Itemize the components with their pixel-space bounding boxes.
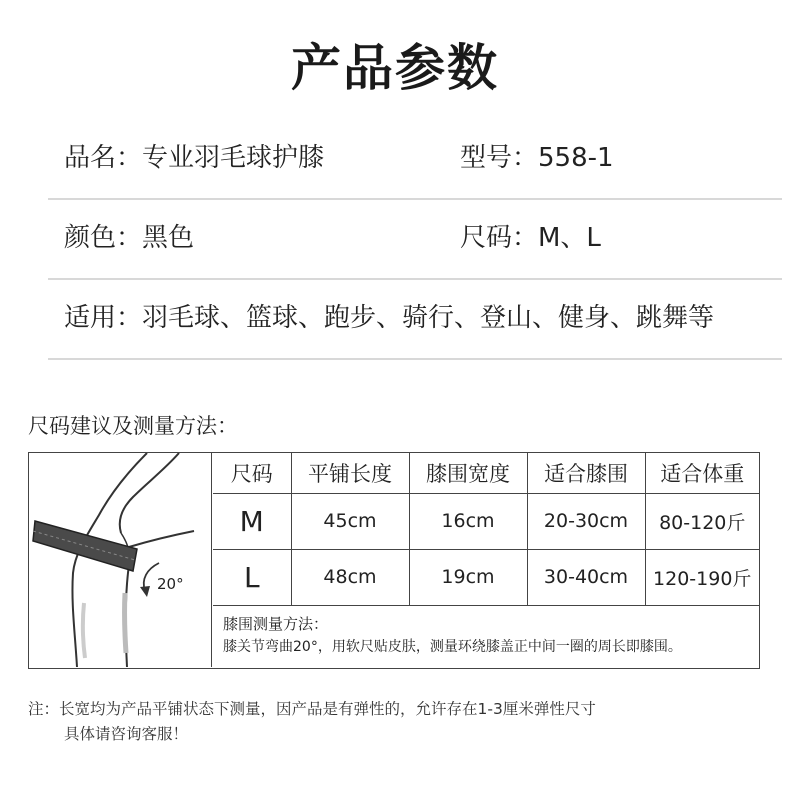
row-l-length: 48cm xyxy=(291,549,409,605)
note-line-1: 注：长宽均为产品平铺状态下测量，因产品是有弹性的，允许存在1-3厘米弹性尺寸 xyxy=(28,700,596,718)
row-l-width: 19cm xyxy=(409,549,527,605)
row-m-width: 16cm xyxy=(409,493,527,549)
angle-label: 20° xyxy=(157,575,184,593)
knee-illustration-icon xyxy=(29,453,212,667)
product-usage: 适用：羽毛球、篮球、跑步、骑行、登山、健身、跳舞等 xyxy=(64,303,715,333)
row-m-weight: 80-120斤 xyxy=(645,493,759,549)
row-l-size: L xyxy=(213,549,291,605)
header-knee-width: 膝围宽度 xyxy=(409,453,527,493)
table-row xyxy=(213,549,759,605)
knee-measure-illustration xyxy=(29,453,212,667)
product-color: 颜色：黑色 xyxy=(64,223,195,253)
size-chart-box xyxy=(28,452,760,669)
product-name: 品名：专业羽毛球护膝 xyxy=(64,143,325,173)
row-m-length: 45cm xyxy=(291,493,409,549)
row-l-knee: 30-40cm xyxy=(527,549,645,605)
table-row xyxy=(213,493,759,549)
header-flat-length: 平铺长度 xyxy=(291,453,409,493)
row-m-knee: 20-30cm xyxy=(527,493,645,549)
size-section-heading: 尺码建议及测量方法： xyxy=(28,414,238,438)
param-row-3 xyxy=(48,280,782,360)
measure-method-text: 膝关节弯曲20°，用软尺贴皮肤，测量环绕膝盖正中间一圈的周长即膝围。 xyxy=(223,639,682,655)
product-size: 尺码：M、L xyxy=(460,223,601,253)
note-line-2: 具体请咨询客服！ xyxy=(64,725,189,743)
param-row-2 xyxy=(48,200,782,280)
header-size: 尺码 xyxy=(213,453,291,493)
measure-method-title: 膝围测量方法： xyxy=(223,615,329,633)
size-table-header xyxy=(213,453,759,493)
header-fit-weight: 适合体重 xyxy=(645,453,759,493)
row-m-size: M xyxy=(213,493,291,549)
param-row-1 xyxy=(48,120,782,200)
size-table xyxy=(213,453,759,606)
product-model: 型号：558-1 xyxy=(460,143,614,173)
row-l-weight: 120-190斤 xyxy=(645,549,759,605)
measure-method xyxy=(213,605,759,667)
page-title: 产品参数 xyxy=(291,39,499,97)
header-fit-knee: 适合膝围 xyxy=(527,453,645,493)
